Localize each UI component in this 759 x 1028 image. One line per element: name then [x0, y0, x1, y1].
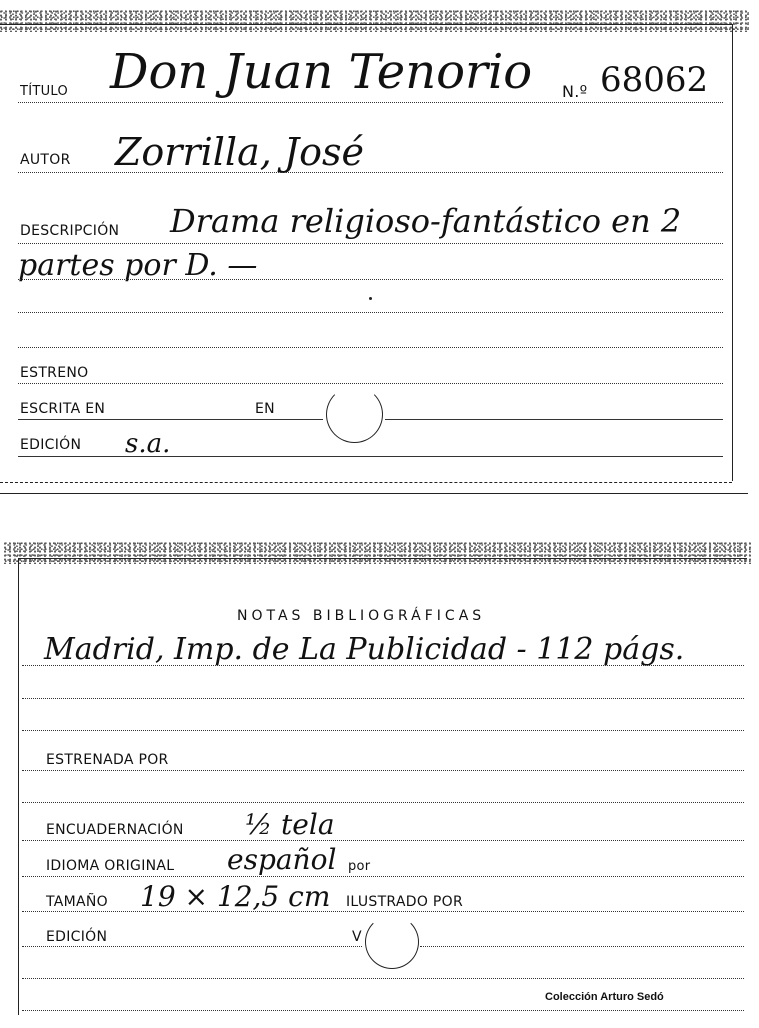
edicion-rule [18, 456, 723, 457]
blank-rule-1 [18, 312, 723, 313]
notas-rule-3 [22, 730, 744, 731]
catalog-card-front [0, 0, 759, 500]
edicion-value: s.a. [125, 429, 171, 459]
edicion-back-rule-right [420, 946, 744, 947]
tamano-rule [22, 911, 744, 912]
ilustrado-por-label: ILUSTRADO POR [346, 894, 463, 910]
encuadernacion-rule [22, 840, 744, 841]
escrita-en-rule [18, 419, 323, 420]
autor-value: Zorrilla, José [115, 130, 364, 174]
tamano-value: 19 × 12,5 cm [140, 880, 331, 913]
autor-label: AUTOR [20, 152, 71, 168]
titulo-value: Don Juan Tenorio [110, 44, 533, 100]
titulo-label: TÍTULO [20, 84, 69, 99]
encuadernacion-label: ENCUADERNACIÓN [46, 822, 184, 838]
descripcion-value-line1: Drama religioso-fantástico en 2 [170, 202, 682, 240]
card-bottom-edge [0, 482, 732, 483]
blank-rule-4 [22, 978, 744, 979]
en-label: EN [255, 401, 275, 417]
numero-label: N.º [562, 82, 588, 101]
blank-rule-5 [22, 1010, 744, 1011]
edicion-label: EDICIÓN [20, 437, 82, 453]
descripcion-rule-2 [18, 279, 723, 280]
en-rule [385, 419, 723, 420]
idioma-rule [22, 876, 744, 877]
estreno-label: ESTRENO [20, 365, 89, 381]
idioma-original-label: IDIOMA ORIGINAL [46, 858, 175, 874]
blank-rule-2 [18, 347, 723, 348]
notas-rule-1 [22, 665, 744, 666]
notas-value: Madrid, Imp. de La Publicidad - 112 págs. [44, 632, 685, 667]
tamano-label: TAMAÑO [46, 894, 108, 910]
edicion-back-rule-left [22, 946, 362, 947]
card-separator [0, 493, 748, 494]
estreno-rule [18, 383, 723, 384]
titulo-rule [18, 102, 723, 103]
encuadernacion-value: ½ tela [245, 808, 335, 841]
notas-heading: NOTAS BIBLIOGRÁFICAS [237, 608, 486, 624]
notas-rule-2 [22, 698, 744, 699]
stamp-circle [326, 386, 383, 443]
blank-rule-3 [22, 802, 744, 803]
edicion-back-label: EDICIÓN [46, 929, 108, 945]
ink-dot [369, 297, 372, 300]
numero-value: 68062 [600, 60, 709, 100]
estrenada-rule [22, 770, 744, 771]
descripcion-rule-1 [18, 243, 723, 244]
v-label: V [352, 929, 362, 945]
descripcion-label: DESCRIPCIÓN [20, 223, 120, 239]
catalog-card-back [0, 540, 759, 1028]
autor-rule [18, 172, 723, 173]
idioma-original-value: español [227, 843, 337, 876]
por-label: por [348, 859, 371, 874]
estrenada-por-label: ESTRENADA POR [46, 752, 169, 768]
collection-footer: Colección Arturo Sedó [545, 991, 664, 1003]
descripcion-value-line2: partes por D. — [18, 248, 258, 283]
escrita-en-label: ESCRITA EN [20, 401, 106, 417]
stamp-circle [365, 915, 419, 969]
